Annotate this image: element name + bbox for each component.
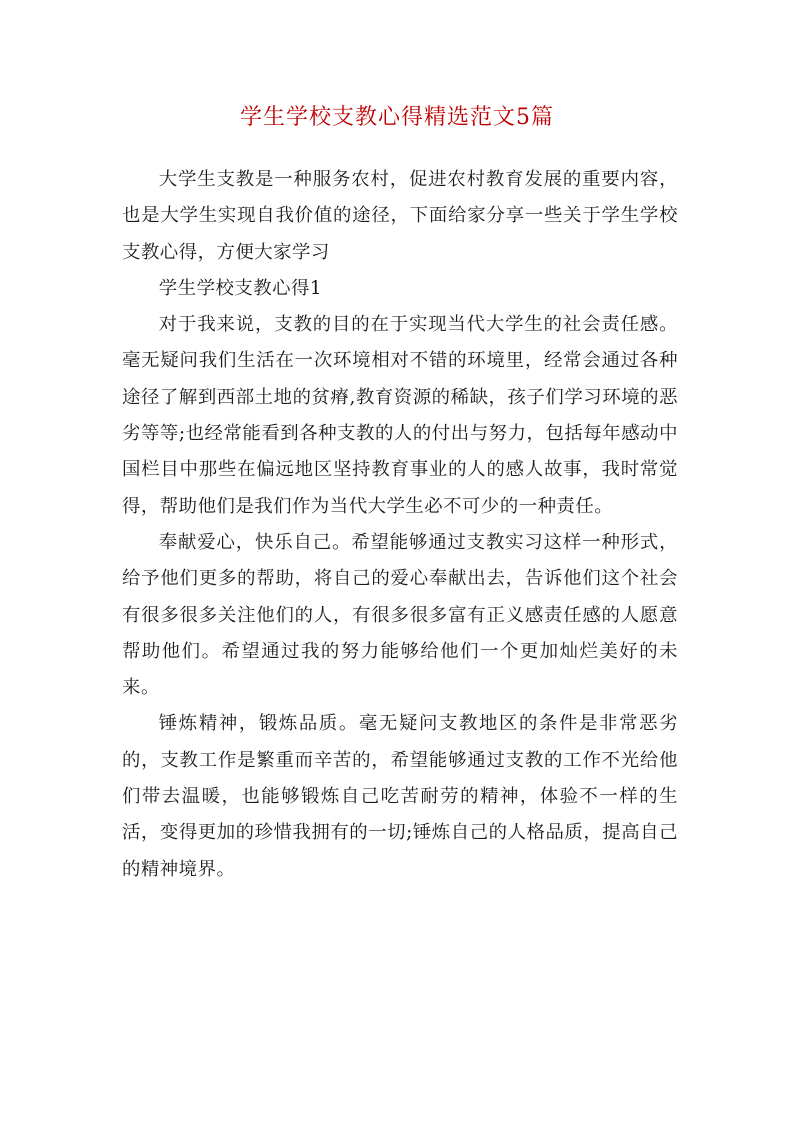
intro-paragraph: 大学生支教是一种服务农村，促进农村教育发展的重要内容，也是大学生实现自我价值的途径，下面给家分享一些关于学生学校支教心得，方便大家学习 — [122, 169, 678, 263]
document-title: 学生学校支教心得精选范文5篇 — [240, 105, 554, 130]
section-heading: 学生学校支教心得1 — [158, 277, 323, 299]
document-body — [122, 162, 678, 888]
body-paragraph-2: 奉献爱心，快乐自己。希望能够通过支教实习这样一种形式，给予他们更多的帮助，将自己的爱心奉献出去，告诉他们这个社会有很多很多关注他们的人，有很多很多富有正义感责任感的人愿意帮助他们。希望通过我的努力能够给他们一个更加灿烂美好的未来。 — [122, 531, 678, 699]
body-paragraph-3: 锤炼精神，锻炼品质。毫无疑问支教地区的条件是非常恶劣的，支教工作是繁重而辛苦的，希望能够通过支教的工作不光给他们带去温暖，也能够锻炼自己吃苦耐劳的精神，体验不一样的生活，变得更加的珍惜我拥有的一切;锤炼自己的人格品质，提高自己的精神境界。 — [122, 713, 678, 880]
body-paragraph-1: 对于我来说，支教的目的在于实现当代大学生的社会责任感。毫无疑问我们生活在一次环境相对不错的环境里，经常会通过各种途径了解到西部土地的贫瘠,教育资源的稀缺，孩子们学习环境的恶劣等等;也经常能看到各种支教的人的付出与努力，包括每年感动中国栏目中那些在偏远地区坚持教育事业的人的感人故事，我时常觉得，帮助他们是我们作为当代大学生必不可少的一种责任。 — [122, 314, 678, 517]
